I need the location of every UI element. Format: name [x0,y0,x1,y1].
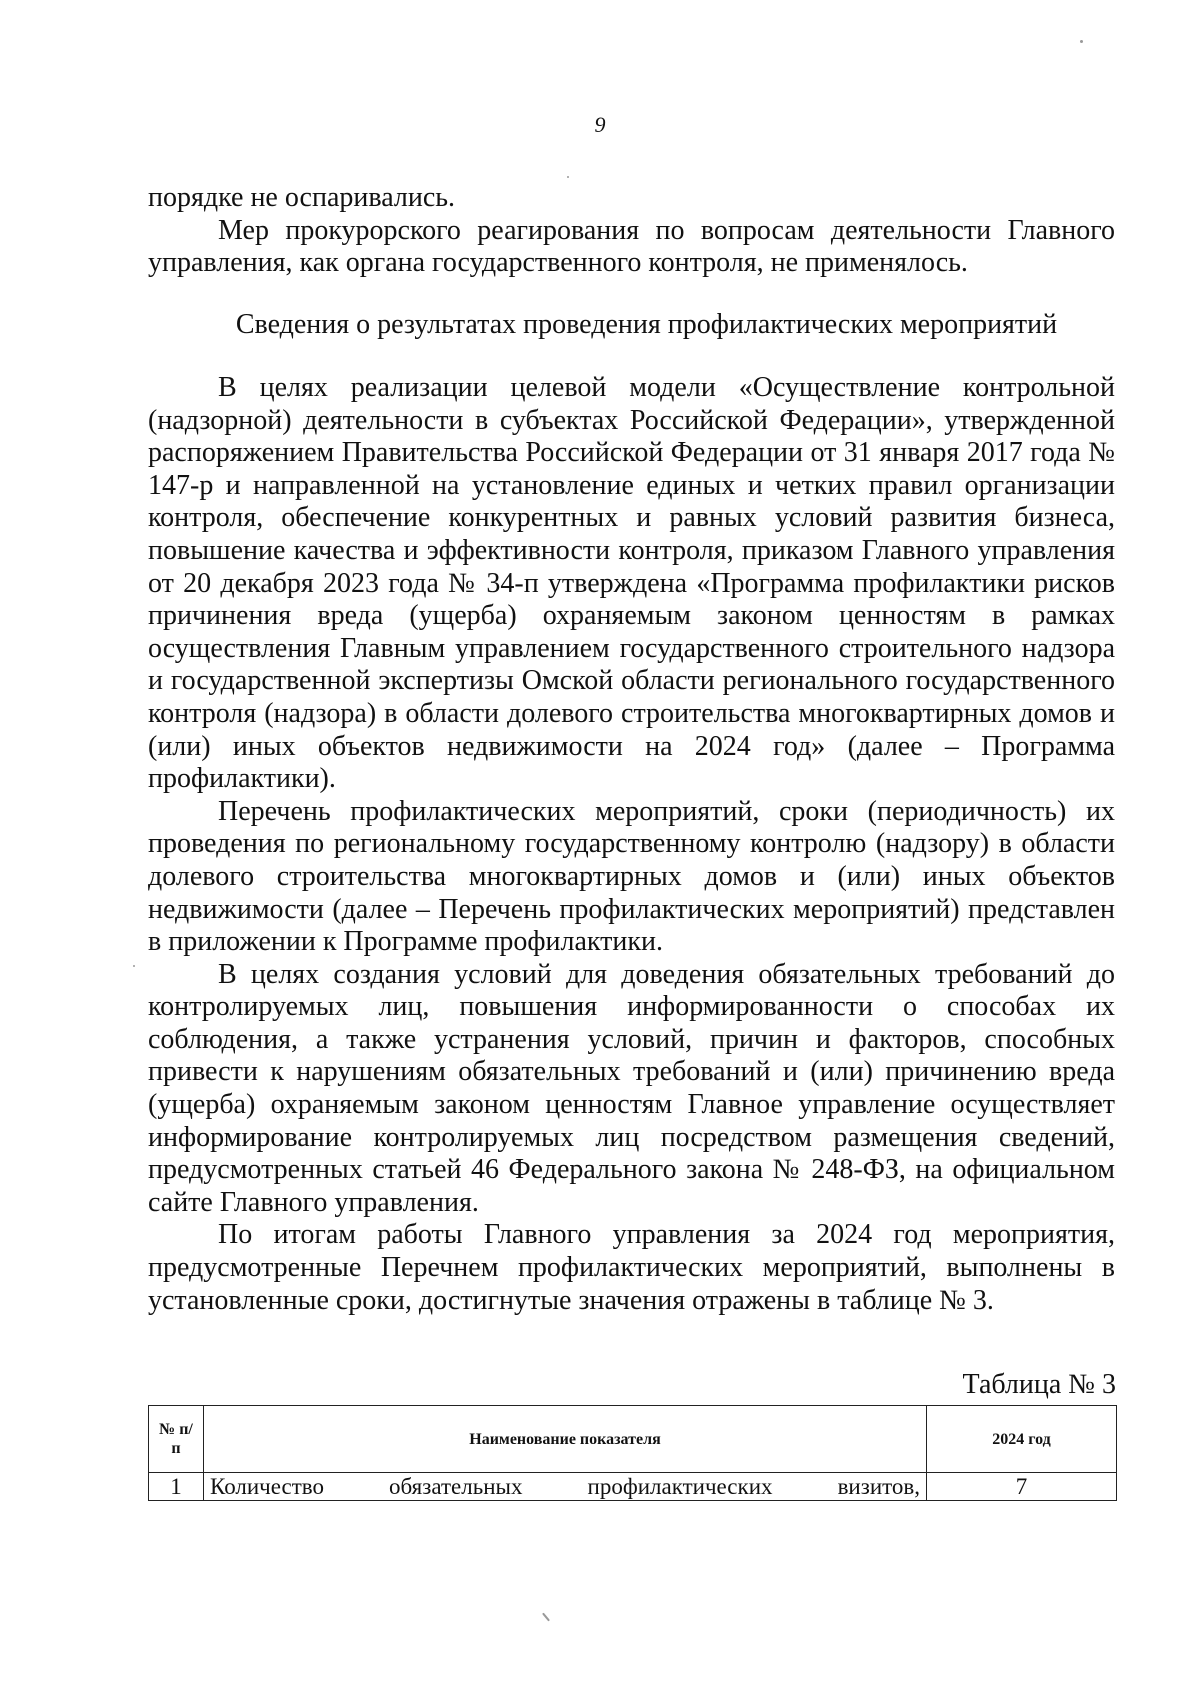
header-name: Наименование показателя [204,1406,927,1473]
scan-speck [1080,40,1083,43]
intro-text [148,182,1115,280]
cell-num: 1 [149,1473,204,1501]
main-text [148,372,1115,1317]
scan-speck [542,1613,550,1622]
paragraph-prosecutor: Мер прокурорского реагирования по вопросам деятельности Главного управления, как органа государственного контроля, не применялось. [148,214,1115,279]
scan-speck [567,176,569,178]
scan-speck [133,965,135,967]
indicators-table [148,1405,1117,1501]
paragraph-list-of-measures: Перечень профилактических мероприятий, сроки (периодичность) их проведения по региональному государственному контролю (надзору) в области долевого строительства многоквартирных домов и (или) иных объектов недвижимости (далее – Перечень профилактических мероприятий) представлен в приложении к Программе профилактики. [148,795,1115,958]
paragraph-informing: В целях создания условий для доведения обязательных требований до контролируемых лиц, повышения информированности о способах их соблюдения, а также устранения условий, причин и факторов, способных привести к нарушениям обязательных требований и (или) причинению вреда (ущерба) охраняемым законом ценностям Главное управление осуществляет информирование контролируемых лиц посредством размещения сведений, предусмотренных статьей 46 Федерального закона № 248-ФЗ, на официальном сайте Главного управления. [148,958,1115,1218]
table-header-row [149,1406,1117,1473]
cell-value: 7 [927,1473,1117,1501]
header-num: № п/п [149,1406,204,1473]
paragraph-results: По итогам работы Главного управления за 2024 год мероприятия, предусмотренные Перечнем профилактических мероприятий, выполнены в установленные сроки, достигнутые значения отражены в таблице № 3. [148,1219,1115,1316]
header-year: 2024 год [927,1406,1117,1473]
paragraph-target-model: В целях реализации целевой модели «Осуществление контрольной (надзорной) деятельности в субъектах Российской Федерации», утвержденной распоряжением Правительства Российской Федерации от 31 января 2017 года № 147-р и направленной на установление единых и четких правил организации контроля, обеспечение конкурентных и равных условий развития бизнеса, повышение качества и эффективности контроля, приказом Главного управления от 20 декабря 2023 года № 34-п утверждена «Программа профилактики рисков причинения вреда (ущерба) охраняемым законом ценностям в рамках осуществления Главным управлением государственного строительного надзора и государственной экспертизы Омской области регионального государственного контроля (надзора) в области долевого строительства многоквартирных домов и (или) иных объектов недвижимости на 2024 год» (далее – Программа профилактики). [148,372,1115,795]
cell-name: Количество обязательных профилактических визитов, [204,1473,927,1501]
paragraph-continuation: порядке не оспаривались. [148,182,456,213]
table-caption: Таблица № 3 [962,1369,1116,1400]
table-row [149,1473,1117,1501]
section-heading: Сведения о результатах проведения профилактических мероприятий [235,309,1058,340]
page-number: 9 [594,112,606,137]
